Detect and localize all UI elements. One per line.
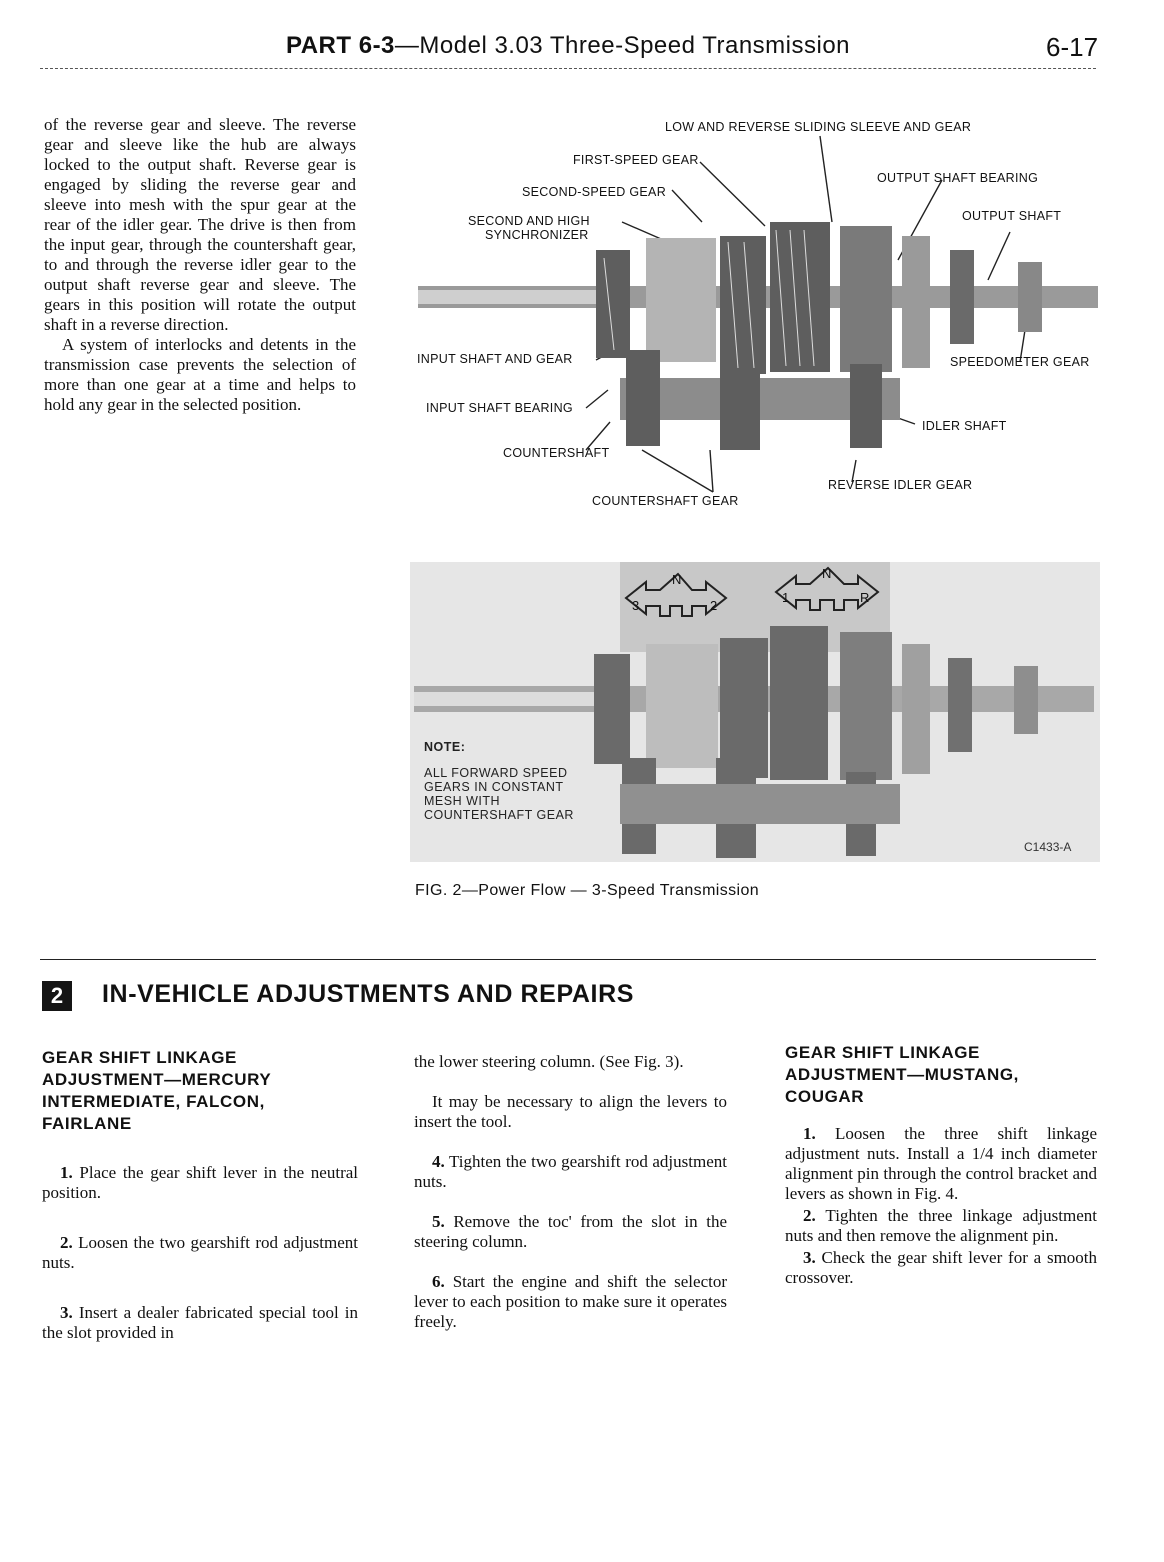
note-line-2: GEARS IN CONSTANT: [424, 780, 564, 794]
column-3: [785, 1042, 1097, 1308]
col3-step-3-number: 3.: [803, 1248, 816, 1267]
col2-step-4: [414, 1152, 727, 1192]
part-label: PART 6-3: [286, 32, 395, 59]
figure-note: [424, 740, 574, 822]
col2-note: It may be necessary to align the levers to insert the tool.: [414, 1092, 727, 1131]
figure-caption: FIG. 2—Power Flow — 3-Speed Transmission: [415, 882, 760, 899]
col1-step-3: [42, 1303, 358, 1343]
col1-step-1-text: Place the gear shift lever in the neutral position.: [42, 1163, 359, 1202]
col1-steps: [42, 1163, 358, 1343]
intro-paragraph-2: A system of interlocks and detents in the transmission case prevents the selection of more than one gear at a time and helps to hold any gear in the selected position.: [44, 335, 356, 414]
figure-power-flow: [410, 110, 1110, 910]
col2-step-4-number: 4.: [432, 1152, 445, 1171]
col3-steps: [785, 1124, 1097, 1288]
col2-continuation: the lower steering column. (See Fig. 3).: [414, 1052, 684, 1071]
callout-speedometer-gear: SPEEDOMETER GEAR: [950, 355, 1090, 369]
callout-first-speed-gear: FIRST-SPEED GEAR: [573, 153, 699, 167]
col2-step-6: [414, 1272, 727, 1332]
callout-output-shaft-bearing: OUTPUT SHAFT BEARING: [877, 171, 1039, 185]
col1-step-2-text: Loosen the two gearshift rod adjustment nuts.: [42, 1233, 358, 1272]
col2-step-5: [414, 1212, 727, 1252]
column-1: [42, 1047, 358, 1363]
figure-code: C1433-A: [1024, 840, 1072, 854]
col3-step-3: [785, 1248, 1097, 1288]
header-divider: [40, 68, 1096, 69]
col1-step-1-number: 1.: [60, 1163, 73, 1182]
col1-step-3-number: 3.: [60, 1303, 73, 1322]
callout-synchronizer-line-2: SYNCHRONIZER: [485, 228, 589, 242]
col1-step-1: [42, 1163, 358, 1203]
callout-low-reverse-sleeve: LOW AND REVERSE SLIDING SLEEVE AND GEAR: [665, 120, 972, 134]
note-title: NOTE:: [424, 740, 466, 754]
shift-right-gear-b: R: [860, 590, 870, 605]
col1-step-2: [42, 1233, 358, 1273]
callout-input-shaft-bearing: INPUT SHAFT BEARING: [426, 401, 573, 415]
shift-right-neutral: N: [822, 566, 832, 581]
col2-step-6-text: Start the engine and shift the selector lever to each position to make sure it operates freely.: [414, 1272, 727, 1331]
callout-input-shaft-gear: INPUT SHAFT AND GEAR: [417, 352, 573, 366]
col3-step-1: [785, 1124, 1097, 1204]
note-line-1: ALL FORWARD SPEED: [424, 766, 568, 780]
callout-output-shaft: OUTPUT SHAFT: [962, 209, 1062, 223]
col3-step-2: [785, 1206, 1097, 1246]
col3-step-1-number: 1.: [803, 1124, 816, 1143]
column-2: [414, 1052, 727, 1352]
callout-countershaft: COUNTERSHAFT: [503, 446, 610, 460]
col3-step-3-text: Check the gear shift lever for a smooth crossover.: [785, 1248, 1098, 1287]
col1-step-3-text: Insert a dealer fabricated special tool in the slot provided in: [42, 1303, 358, 1342]
section-title: IN-VEHICLE ADJUSTMENTS AND REPAIRS: [102, 980, 635, 1008]
col2-step-5-text: Remove the toc' from the slot in the steering column.: [414, 1212, 727, 1251]
col2-step-6-number: 6.: [432, 1272, 445, 1291]
header-title-text: —Model 3.03 Three-Speed Transmission: [394, 32, 851, 59]
col2-step-4-text: Tighten the two gearshift rod adjustment nuts.: [414, 1152, 727, 1191]
callout-reverse-idler-gear: REVERSE IDLER GEAR: [828, 478, 973, 492]
callout-countershaft-gear: COUNTERSHAFT GEAR: [592, 494, 739, 508]
callout-idler-shaft: IDLER SHAFT: [922, 419, 1007, 433]
transmission-photo: [410, 562, 1100, 862]
section-number-badge: 2: [42, 981, 72, 1011]
col3-step-2-text: Tighten the three linkage adjustment nuts and then remove the alignment pin.: [785, 1206, 1097, 1245]
section-divider: [40, 959, 1096, 960]
note-line-3: MESH WITH: [424, 794, 501, 808]
col2-step-5-number: 5.: [432, 1212, 445, 1231]
intro-paragraph-1: of the reverse gear and sleeve. The reverse gear and sleeve like the hub are always locked to the output shaft. Reverse gear is engaged by sliding the reverse gear and sleeve into mesh with the spur gear at the rear of the idler gear. The drive is then from the input gear, through the countershaft gear, to and through the reverse idler gear to the output shaft reverse gear and sleeve. The gears in this position will rotate the output shaft in a reverse direction.: [44, 115, 356, 334]
page-number: 6-17: [1046, 32, 1099, 62]
shift-left-neutral: N: [672, 572, 682, 587]
col3-step-2-number: 2.: [803, 1206, 816, 1225]
col1-heading: GEAR SHIFT LINKAGE ADJUSTMENT—MERCURY INTERMEDIATE, FALCON, FAIRLANE: [42, 1048, 271, 1133]
shift-left-gear-b: 2: [710, 598, 718, 613]
col3-step-1-text: Loosen the three shift linkage adjustment nuts. Install a 1/4 inch diameter alignment pin through the control bracket and levers as shown in Fig. 4.: [785, 1124, 1097, 1203]
callout-second-speed-gear: SECOND-SPEED GEAR: [522, 185, 667, 199]
col1-step-2-number: 2.: [60, 1233, 73, 1252]
note-line-4: COUNTERSHAFT GEAR: [424, 808, 574, 822]
col3-heading: GEAR SHIFT LINKAGE ADJUSTMENT—MUSTANG, COUGAR: [785, 1043, 1019, 1106]
shift-right-gear-a: 1: [782, 590, 790, 605]
intro-text: [44, 115, 356, 415]
shift-left-gear-a: 3: [632, 598, 640, 613]
callout-synchronizer-line-1: SECOND AND HIGH: [468, 214, 590, 228]
page-header-title: [286, 32, 850, 60]
